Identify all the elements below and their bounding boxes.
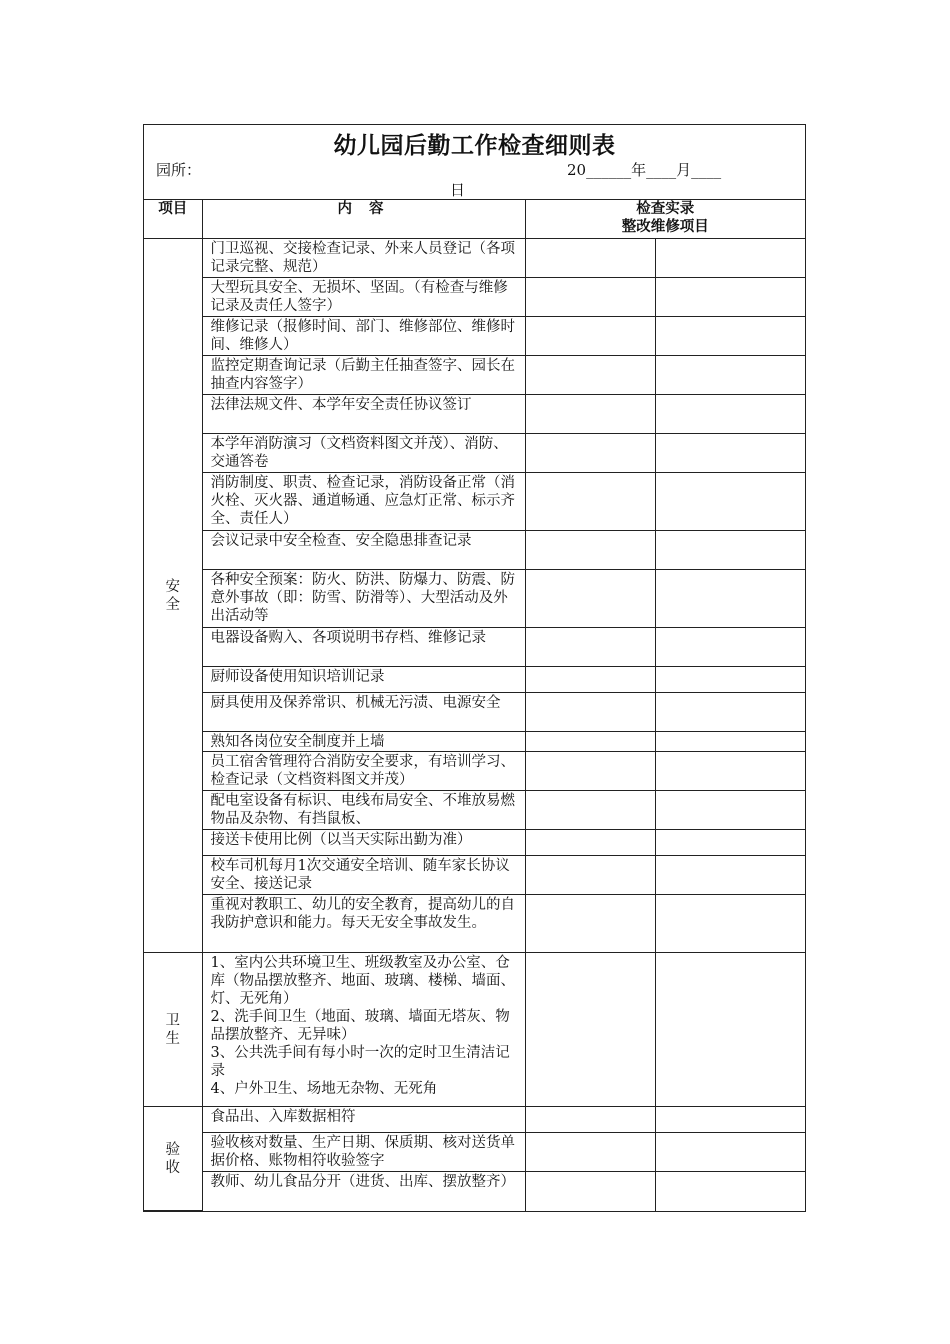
table-row xyxy=(144,693,805,732)
content-cell xyxy=(202,317,525,356)
content-cell xyxy=(202,1133,525,1172)
content-cell xyxy=(202,434,525,473)
content-text: 厨师设备使用知识培训记录 xyxy=(210,669,385,685)
rectification-cell[interactable] xyxy=(655,1133,805,1172)
content-text: 配电室设备有标识、电线布局安全、不堆放易燃物品及杂物、有挡鼠板、 xyxy=(210,793,515,827)
check-record-cell[interactable] xyxy=(525,356,655,395)
check-record-cell[interactable] xyxy=(525,693,655,732)
check-record-cell[interactable] xyxy=(525,667,655,693)
check-record-cell[interactable] xyxy=(525,278,655,317)
category-label: 安全 xyxy=(165,578,180,613)
table-row xyxy=(144,791,805,830)
rectification-cell[interactable] xyxy=(655,570,805,628)
check-record-cell[interactable] xyxy=(525,752,655,791)
rectification-cell[interactable] xyxy=(655,239,805,278)
content-cell xyxy=(202,693,525,732)
rectification-cell[interactable] xyxy=(655,830,805,856)
content-text: 验收核对数量、生产日期、保质期、核对送货单据价格、账物相符收验签字 xyxy=(210,1135,515,1169)
column-header-check-line1: 检查实录 xyxy=(636,201,695,217)
date-day: 日 xyxy=(450,181,466,199)
content-text: 维修记录（报修时间、部门、维修部位、维修时间、维修人） xyxy=(210,319,515,353)
content-text: 熟知各岗位安全制度并上墙 xyxy=(210,734,385,750)
check-record-cell[interactable] xyxy=(525,1107,655,1133)
content-cell xyxy=(202,752,525,791)
table-row xyxy=(144,317,805,356)
rectification-cell[interactable] xyxy=(655,356,805,395)
rectification-cell[interactable] xyxy=(655,278,805,317)
check-record-cell[interactable] xyxy=(525,830,655,856)
check-record-cell[interactable] xyxy=(525,317,655,356)
table-row xyxy=(144,752,805,791)
table-row xyxy=(144,856,805,895)
rectification-cell[interactable] xyxy=(655,856,805,895)
check-record-cell[interactable] xyxy=(525,856,655,895)
content-cell xyxy=(202,570,525,628)
table-row xyxy=(144,1172,805,1211)
content-cell xyxy=(202,830,525,856)
content-cell xyxy=(202,239,525,278)
table-header-row xyxy=(144,200,805,239)
rectification-cell[interactable] xyxy=(655,317,805,356)
category-cell xyxy=(144,239,202,953)
column-header-check xyxy=(525,200,805,239)
content-text: 1、室内公共环境卫生、班级教室及办公室、仓库（物品摆放整齐、地面、玻璃、楼梯、墙面、灯、无死角） 2、洗手间卫生（地面、玻璃、墙面无塔灰、物品摆放整齐、无异味） 3、公共洗手间有每小时一次的定时卫生清洁记录 4、户外卫生、场地无杂物、无死角 xyxy=(210,955,515,1097)
content-cell xyxy=(202,1107,525,1133)
content-text: 监控定期查询记录（后勤主任抽查签字、园长在抽查内容签字） xyxy=(210,358,515,392)
rectification-cell[interactable] xyxy=(655,953,805,1107)
table-row xyxy=(144,1133,805,1172)
table-row xyxy=(144,830,805,856)
table-row xyxy=(144,953,805,1107)
rectification-cell[interactable] xyxy=(655,395,805,434)
content-cell xyxy=(202,395,525,434)
content-text: 门卫巡视、交接检查记录、外来人员登记（各项记录完整、规范） xyxy=(210,241,515,275)
table-row xyxy=(144,239,805,278)
content-cell xyxy=(202,628,525,667)
check-record-cell[interactable] xyxy=(525,434,655,473)
check-record-cell[interactable] xyxy=(525,239,655,278)
check-record-cell[interactable] xyxy=(525,473,655,531)
column-header-content: 内 容 xyxy=(202,200,525,239)
content-cell xyxy=(202,856,525,895)
content-cell xyxy=(202,531,525,570)
content-text: 本学年消防演习（文档资料图文并茂）、消防、交通答卷 xyxy=(210,436,508,470)
content-cell xyxy=(202,732,525,752)
content-text: 大型玩具安全、无损坏、坚固。（有检查与维修记录及责任人签字） xyxy=(210,280,508,314)
content-text: 教师、幼儿食品分开（进货、出库、摆放整齐） xyxy=(210,1174,515,1190)
content-cell xyxy=(202,791,525,830)
inspection-sheet xyxy=(143,124,806,1212)
content-text: 电器设备购入、各项说明书存档、维修记录 xyxy=(210,630,486,646)
rectification-cell[interactable] xyxy=(655,531,805,570)
table-row xyxy=(144,395,805,434)
rectification-cell[interactable] xyxy=(655,693,805,732)
sheet-header xyxy=(144,125,805,200)
table-row xyxy=(144,732,805,752)
table-row xyxy=(144,531,805,570)
content-cell xyxy=(202,667,525,693)
content-text: 校车司机每月1次交通安全培训、随车家长协议安全、接送记录 xyxy=(210,858,510,892)
table-row xyxy=(144,895,805,953)
rectification-cell[interactable] xyxy=(655,1172,805,1211)
content-text: 食品出、入库数据相符 xyxy=(210,1109,356,1125)
rectification-cell[interactable] xyxy=(655,752,805,791)
category-cell xyxy=(144,1107,202,1211)
content-cell xyxy=(202,278,525,317)
table-row xyxy=(144,628,805,667)
check-record-cell[interactable] xyxy=(525,395,655,434)
content-cell xyxy=(202,356,525,395)
category-label: 卫生 xyxy=(165,1012,180,1047)
rectification-cell[interactable] xyxy=(655,667,805,693)
content-text: 各种安全预案：防火、防洪、防爆力、防震、防意外事故（即：防雪、防滑等）、大型活动及外出活动等 xyxy=(210,572,515,624)
content-cell xyxy=(202,895,525,953)
rectification-cell[interactable] xyxy=(655,473,805,531)
table-row xyxy=(144,278,805,317)
rectification-cell[interactable] xyxy=(655,732,805,752)
category-label: 验收 xyxy=(165,1141,180,1176)
rectification-cell[interactable] xyxy=(655,791,805,830)
table-row xyxy=(144,434,805,473)
check-record-cell[interactable] xyxy=(525,1172,655,1211)
rectification-cell[interactable] xyxy=(655,895,805,953)
column-header-check-line2: 整改维修项目 xyxy=(621,219,709,235)
content-cell xyxy=(202,953,525,1107)
content-text: 法律法规文件、本学年安全责任协议签订 xyxy=(210,397,472,413)
table-row xyxy=(144,473,805,531)
column-header-item: 项目 xyxy=(144,200,202,239)
table-row xyxy=(144,667,805,693)
check-record-cell[interactable] xyxy=(525,953,655,1107)
content-text: 会议记录中安全检查、安全隐患排查记录 xyxy=(210,533,472,549)
content-text: 厨具使用及保养常识、机械无污渍、电源安全 xyxy=(210,695,501,711)
check-record-cell[interactable] xyxy=(525,895,655,953)
rectification-cell[interactable] xyxy=(655,628,805,667)
table-row xyxy=(144,570,805,628)
content-text: 消防制度、职责、检查记录，消防设备正常（消火栓、灭火器、通道畅通、应急灯正常、标示齐全、责任人） xyxy=(210,475,515,527)
check-record-cell[interactable] xyxy=(525,1133,655,1172)
content-text: 员工宿舍管理符合消防安全要求，有培训学习、检查记录（文档资料图文并茂） xyxy=(210,754,515,788)
content-text: 重视对教职工、幼儿的安全教育，提高幼儿的自我防护意识和能力。每天无安全事故发生。 xyxy=(210,897,515,931)
content-cell xyxy=(202,1172,525,1211)
checklist-table xyxy=(144,200,805,1211)
content-cell xyxy=(202,473,525,531)
rectification-cell[interactable] xyxy=(655,1107,805,1133)
check-record-cell[interactable] xyxy=(525,570,655,628)
date-line: 20______年____月____ xyxy=(567,161,722,179)
table-row xyxy=(144,1107,805,1133)
table-row xyxy=(144,356,805,395)
check-record-cell[interactable] xyxy=(525,628,655,667)
page-title: 幼儿园后勤工作检查细则表 xyxy=(333,133,616,159)
kindergarten-label: 园所： xyxy=(156,161,202,179)
check-record-cell[interactable] xyxy=(525,791,655,830)
content-text: 接送卡使用比例（以当天实际出勤为准） xyxy=(210,832,472,848)
check-record-cell[interactable] xyxy=(525,732,655,752)
rectification-cell[interactable] xyxy=(655,434,805,473)
category-cell xyxy=(144,953,202,1107)
check-record-cell[interactable] xyxy=(525,531,655,570)
